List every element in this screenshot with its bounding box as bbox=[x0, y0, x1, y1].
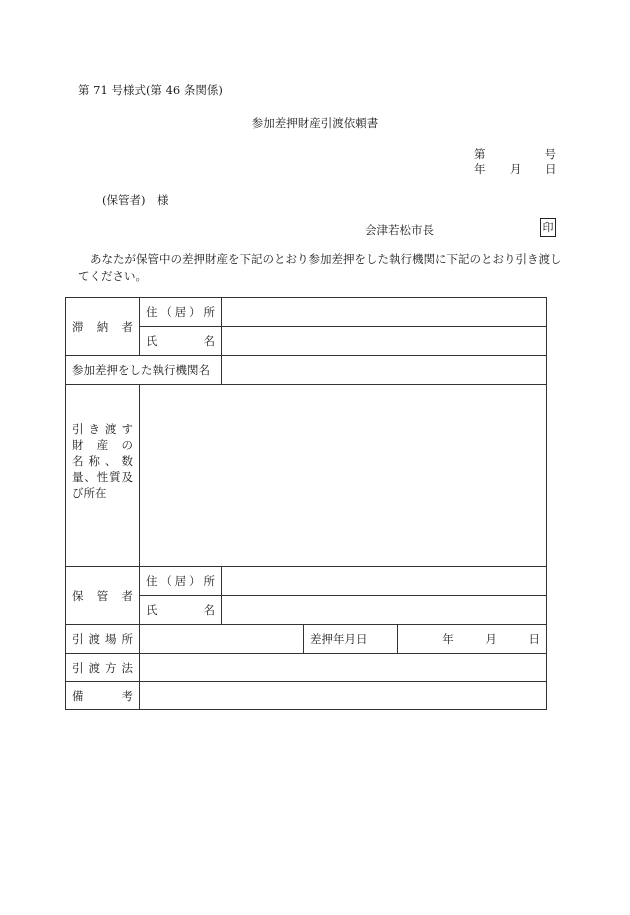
delinquent-address-field[interactable] bbox=[222, 298, 547, 327]
number-suffix: 号 bbox=[544, 147, 556, 161]
request-text: あなたが保管中の差押財産を下記のとおり参加差押をした執行機関に下記のとおり引き渡してください。 bbox=[78, 252, 562, 283]
delinquent-address-label-cell bbox=[140, 298, 222, 327]
delinquent-name-label: 氏 名 bbox=[146, 334, 215, 348]
custodian-name-label: 氏 名 bbox=[146, 603, 215, 617]
remarks-label-cell bbox=[66, 682, 140, 710]
items-field[interactable] bbox=[140, 385, 547, 567]
issue-day-label: 日 bbox=[545, 162, 557, 176]
custodian-address-label: 住（居）所 bbox=[146, 574, 215, 588]
delinquent-name-field[interactable] bbox=[222, 327, 547, 356]
seizure-date-label-cell bbox=[304, 625, 398, 654]
addressee: (保管者) 様 bbox=[102, 193, 169, 207]
custodian-label: 保 管 者 bbox=[72, 588, 133, 603]
method-field[interactable] bbox=[140, 654, 547, 682]
seizure-date-field[interactable] bbox=[398, 625, 547, 654]
remarks-field[interactable] bbox=[140, 682, 547, 710]
transfer-request-table bbox=[65, 297, 547, 710]
method-label: 引渡方法 bbox=[72, 660, 133, 675]
delinquent-label-cell bbox=[66, 298, 140, 356]
document-title: 参加差押財産引渡依頼書 bbox=[251, 116, 379, 130]
seizure-day-label: 日 bbox=[528, 632, 541, 646]
items-label-line-2: 財 産 の bbox=[72, 438, 133, 452]
seizure-month-label: 月 bbox=[485, 632, 497, 646]
form-number: 第 71 号様式(第 46 条関係) bbox=[78, 83, 223, 97]
items-label-cell bbox=[66, 385, 140, 567]
delinquent-address-label: 住（居）所 bbox=[146, 305, 215, 319]
remarks-label: 備 考 bbox=[72, 688, 133, 703]
issue-month-label: 月 bbox=[510, 162, 522, 176]
agency-label: 参加差押をした執行機関名 bbox=[72, 363, 210, 377]
custodian-address-label-cell bbox=[140, 567, 222, 596]
items-label-line-1: 引き渡す bbox=[72, 422, 133, 436]
custodian-name-field[interactable] bbox=[222, 596, 547, 625]
agency-field[interactable] bbox=[222, 356, 547, 385]
issuer-name: 会津若松市長 bbox=[365, 223, 434, 237]
number-prefix: 第 bbox=[474, 147, 486, 161]
issue-year-label: 年 bbox=[474, 162, 486, 176]
seizure-year-label: 年 bbox=[442, 632, 454, 646]
agency-label-cell bbox=[66, 356, 222, 385]
custodian-name-label-cell bbox=[140, 596, 222, 625]
items-label-line-5: び所在 bbox=[72, 486, 107, 500]
seizure-date-label: 差押年月日 bbox=[310, 632, 368, 646]
place-field[interactable] bbox=[140, 625, 304, 654]
custodian-address-field[interactable] bbox=[222, 567, 547, 596]
method-label-cell bbox=[66, 654, 140, 682]
delinquent-label: 滞 納 者 bbox=[72, 319, 133, 334]
delinquent-name-label-cell bbox=[140, 327, 222, 356]
place-label-cell bbox=[66, 625, 140, 654]
place-label: 引渡場所 bbox=[72, 632, 133, 646]
items-label-line-4: 量、性質及 bbox=[72, 470, 133, 484]
items-label-line-3: 名称、数 bbox=[72, 454, 133, 468]
document-number-line bbox=[474, 146, 556, 162]
custodian-label-cell bbox=[66, 567, 140, 625]
seal-mark: 印 bbox=[540, 218, 556, 237]
